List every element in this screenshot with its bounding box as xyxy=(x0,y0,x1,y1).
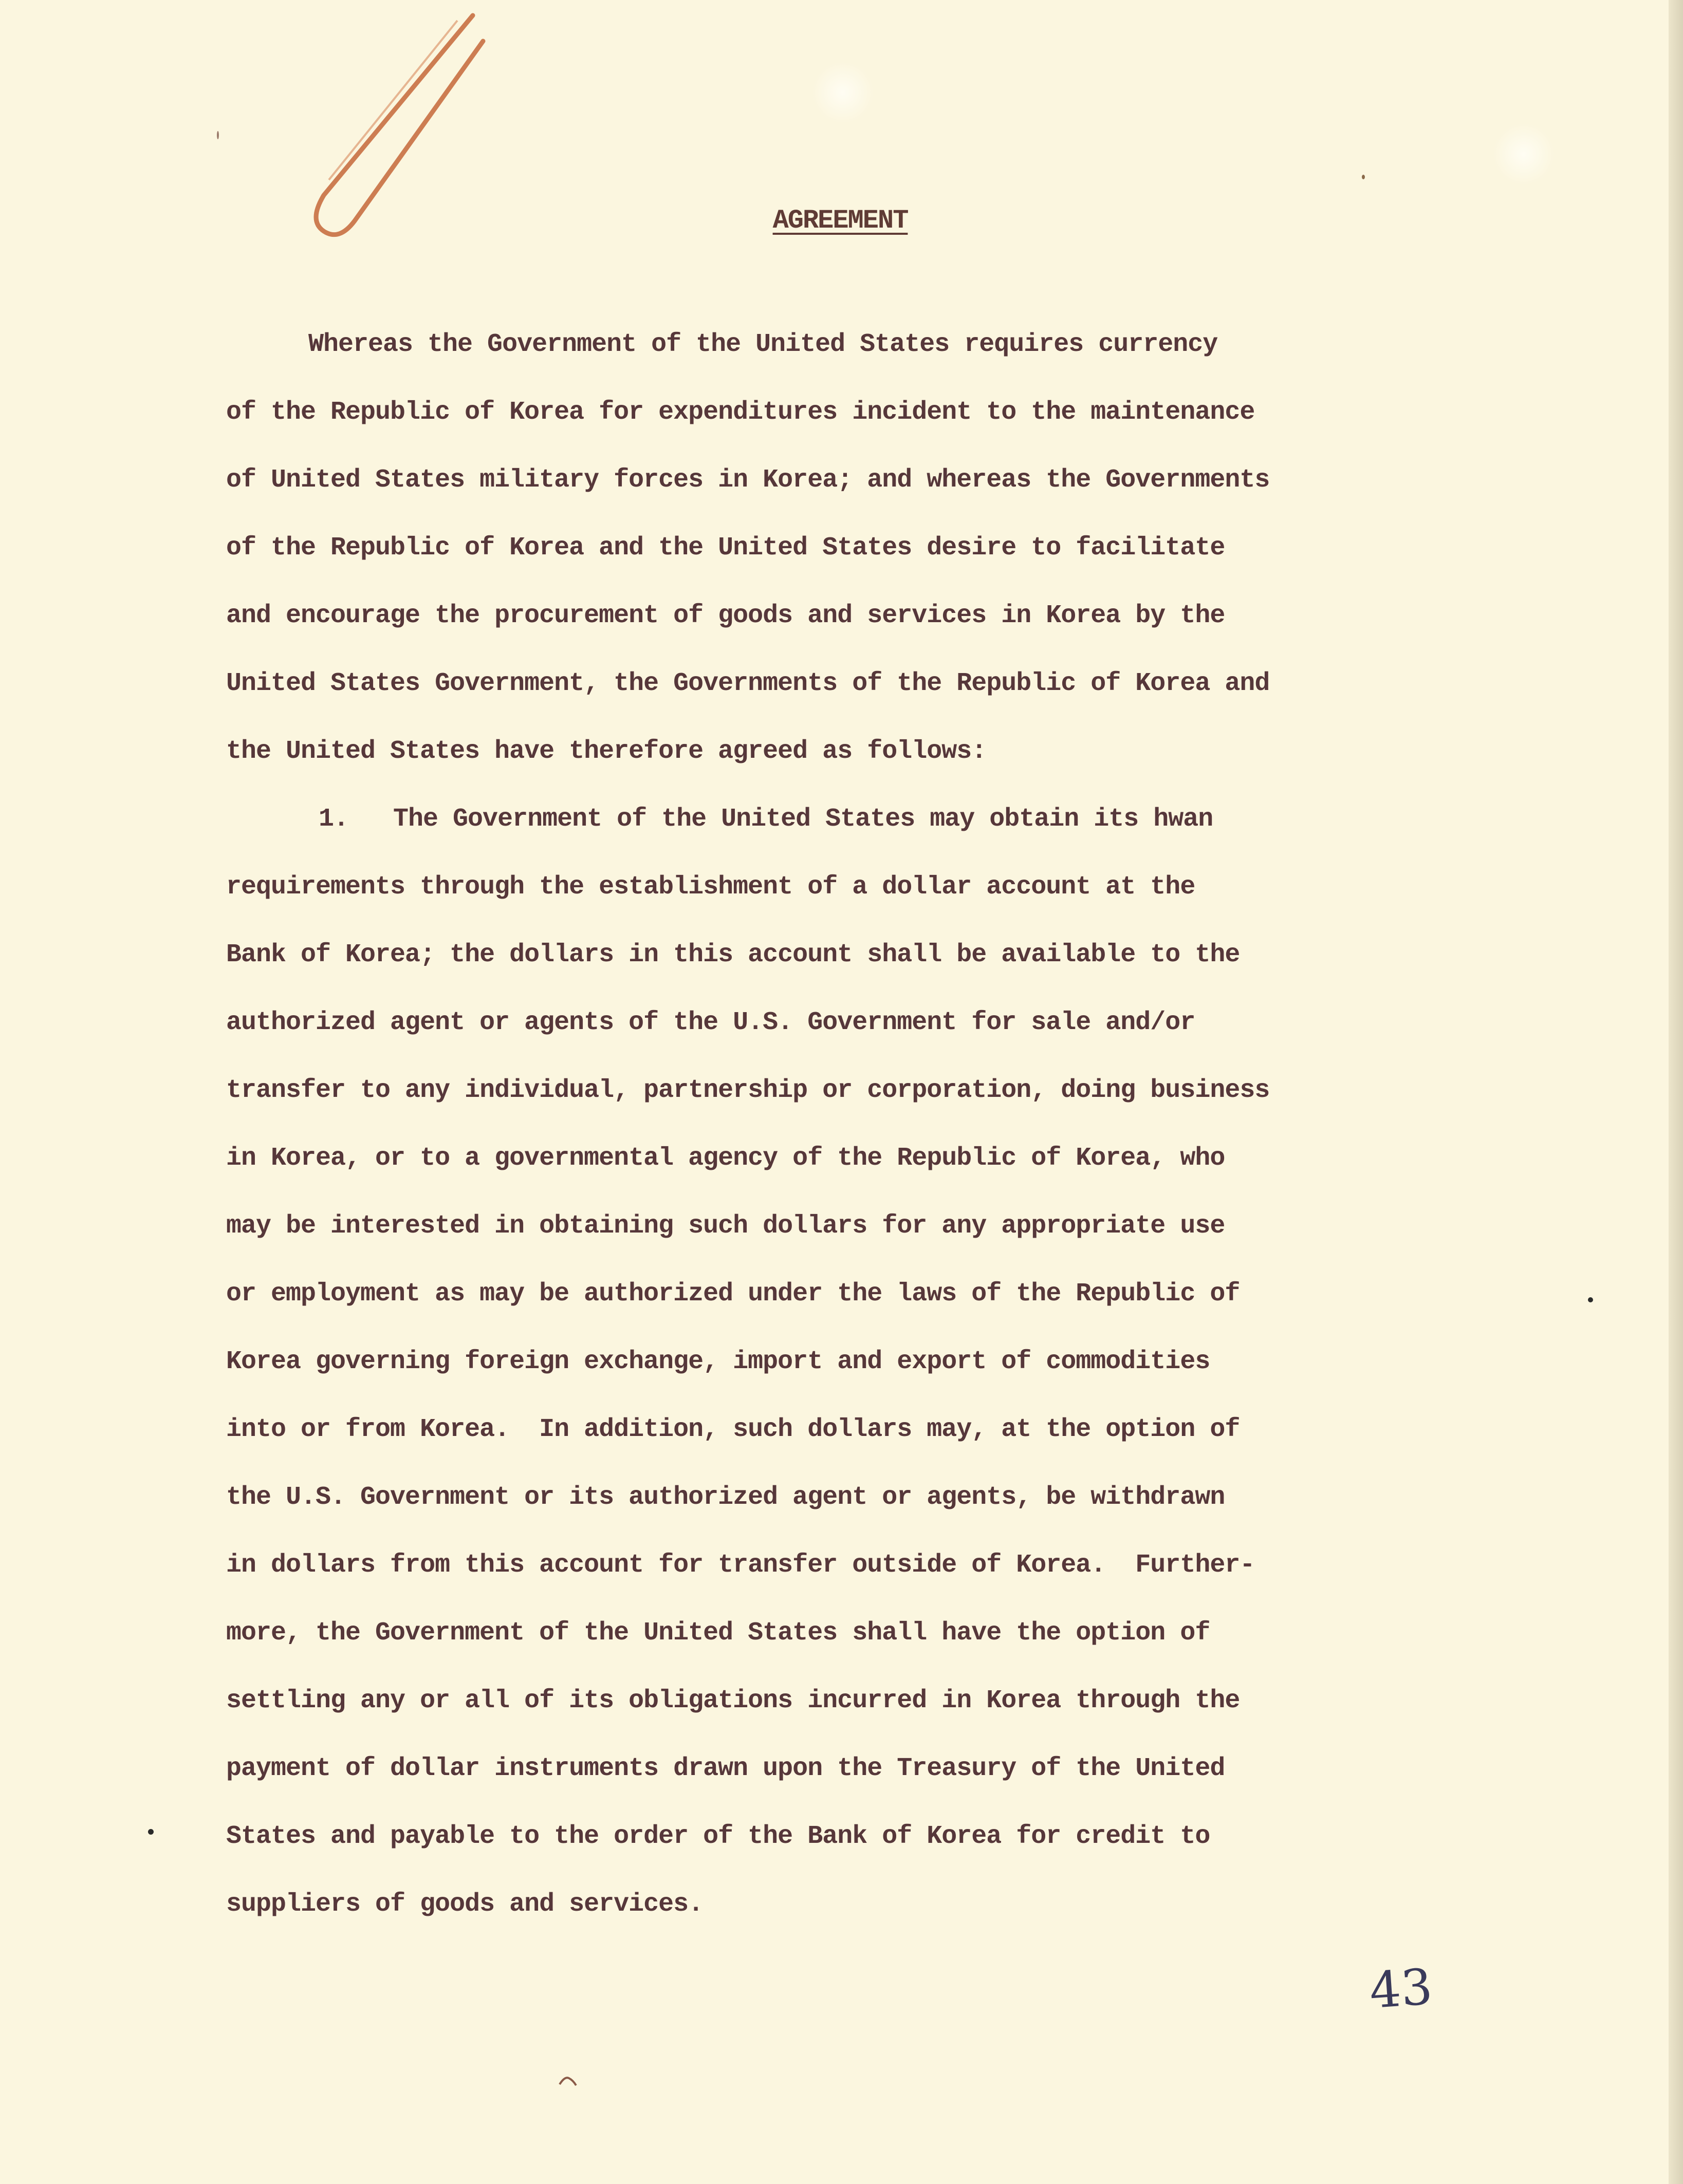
paragraph-1-opening: The Government of the United States may obtain its hwan xyxy=(393,805,1213,834)
page-edge-shadow xyxy=(1669,0,1683,2184)
paragraph-line: the U.S. Government or its authorized agent or agents, be withdrawn xyxy=(226,1483,1225,1512)
paragraph-line: or employment as may be authorized under the laws of the Republic of xyxy=(226,1279,1240,1309)
preamble-line: of the Republic of Korea for expenditures incident to the maintenance xyxy=(226,398,1255,427)
paragraph-number: 1. xyxy=(319,805,349,834)
paragraph-line: requirements through the establishment of a dollar account at the xyxy=(226,872,1195,902)
punch-hole xyxy=(1493,123,1555,185)
preamble-line: of the Republic of Korea and the United States desire to facilitate xyxy=(226,533,1225,563)
document-title: AGREEMENT xyxy=(772,206,908,236)
ink-speck xyxy=(1588,1297,1593,1302)
paragraph-line: settling any or all of its obligations incurred in Korea through the xyxy=(226,1686,1240,1715)
paper-clip-stain-icon xyxy=(288,10,493,247)
preamble-line: United States Government, the Governments of the Republic of Korea and xyxy=(226,669,1270,698)
paragraph-line: into or from Korea. In addition, such dollars may, at the option of xyxy=(226,1415,1240,1444)
preamble-line: and encourage the procurement of goods and services in Korea by the xyxy=(226,601,1225,630)
paragraph-line: authorized agent or agents of the U.S. Government for sale and/or xyxy=(226,1008,1195,1037)
paragraph-line: States and payable to the order of the Bank of Korea for credit to xyxy=(226,1822,1210,1851)
document-body xyxy=(226,311,1449,1938)
handwritten-page-number: 43 xyxy=(1367,1957,1434,2020)
paragraph-line: may be interested in obtaining such dollars for any appropriate use xyxy=(226,1211,1225,1241)
ink-speck xyxy=(148,1829,154,1835)
preamble-line: of United States military forces in Korea; and whereas the Governments xyxy=(226,465,1270,495)
paragraph-line: transfer to any individual, partnership or corporation, doing business xyxy=(226,1076,1270,1105)
paragraph-line: Bank of Korea; the dollars in this account shall be available to the xyxy=(226,940,1240,969)
ink-speck xyxy=(1362,175,1365,179)
paragraph-line: in Korea, or to a governmental agency of the Republic of Korea, who xyxy=(226,1144,1225,1173)
tick-mark-icon xyxy=(558,2073,578,2088)
ink-speck xyxy=(217,131,219,139)
paragraph-line: Korea governing foreign exchange, import and export of commodities xyxy=(226,1347,1210,1376)
paragraph-line: in dollars from this account for transfer outside of Korea. Further- xyxy=(226,1551,1255,1580)
paragraph-line: more, the Government of the United States shall have the option of xyxy=(226,1618,1210,1648)
preamble-line: the United States have therefore agreed as follows: xyxy=(226,737,987,766)
paragraph-line: payment of dollar instruments drawn upon the Treasury of the United xyxy=(226,1754,1225,1783)
paragraph-line: suppliers of goods and services. xyxy=(226,1890,704,1919)
paragraph-1-first-line xyxy=(226,786,1449,853)
punch-hole xyxy=(812,62,874,123)
preamble-line: Whereas the Government of the United States requires currency xyxy=(308,330,1218,359)
